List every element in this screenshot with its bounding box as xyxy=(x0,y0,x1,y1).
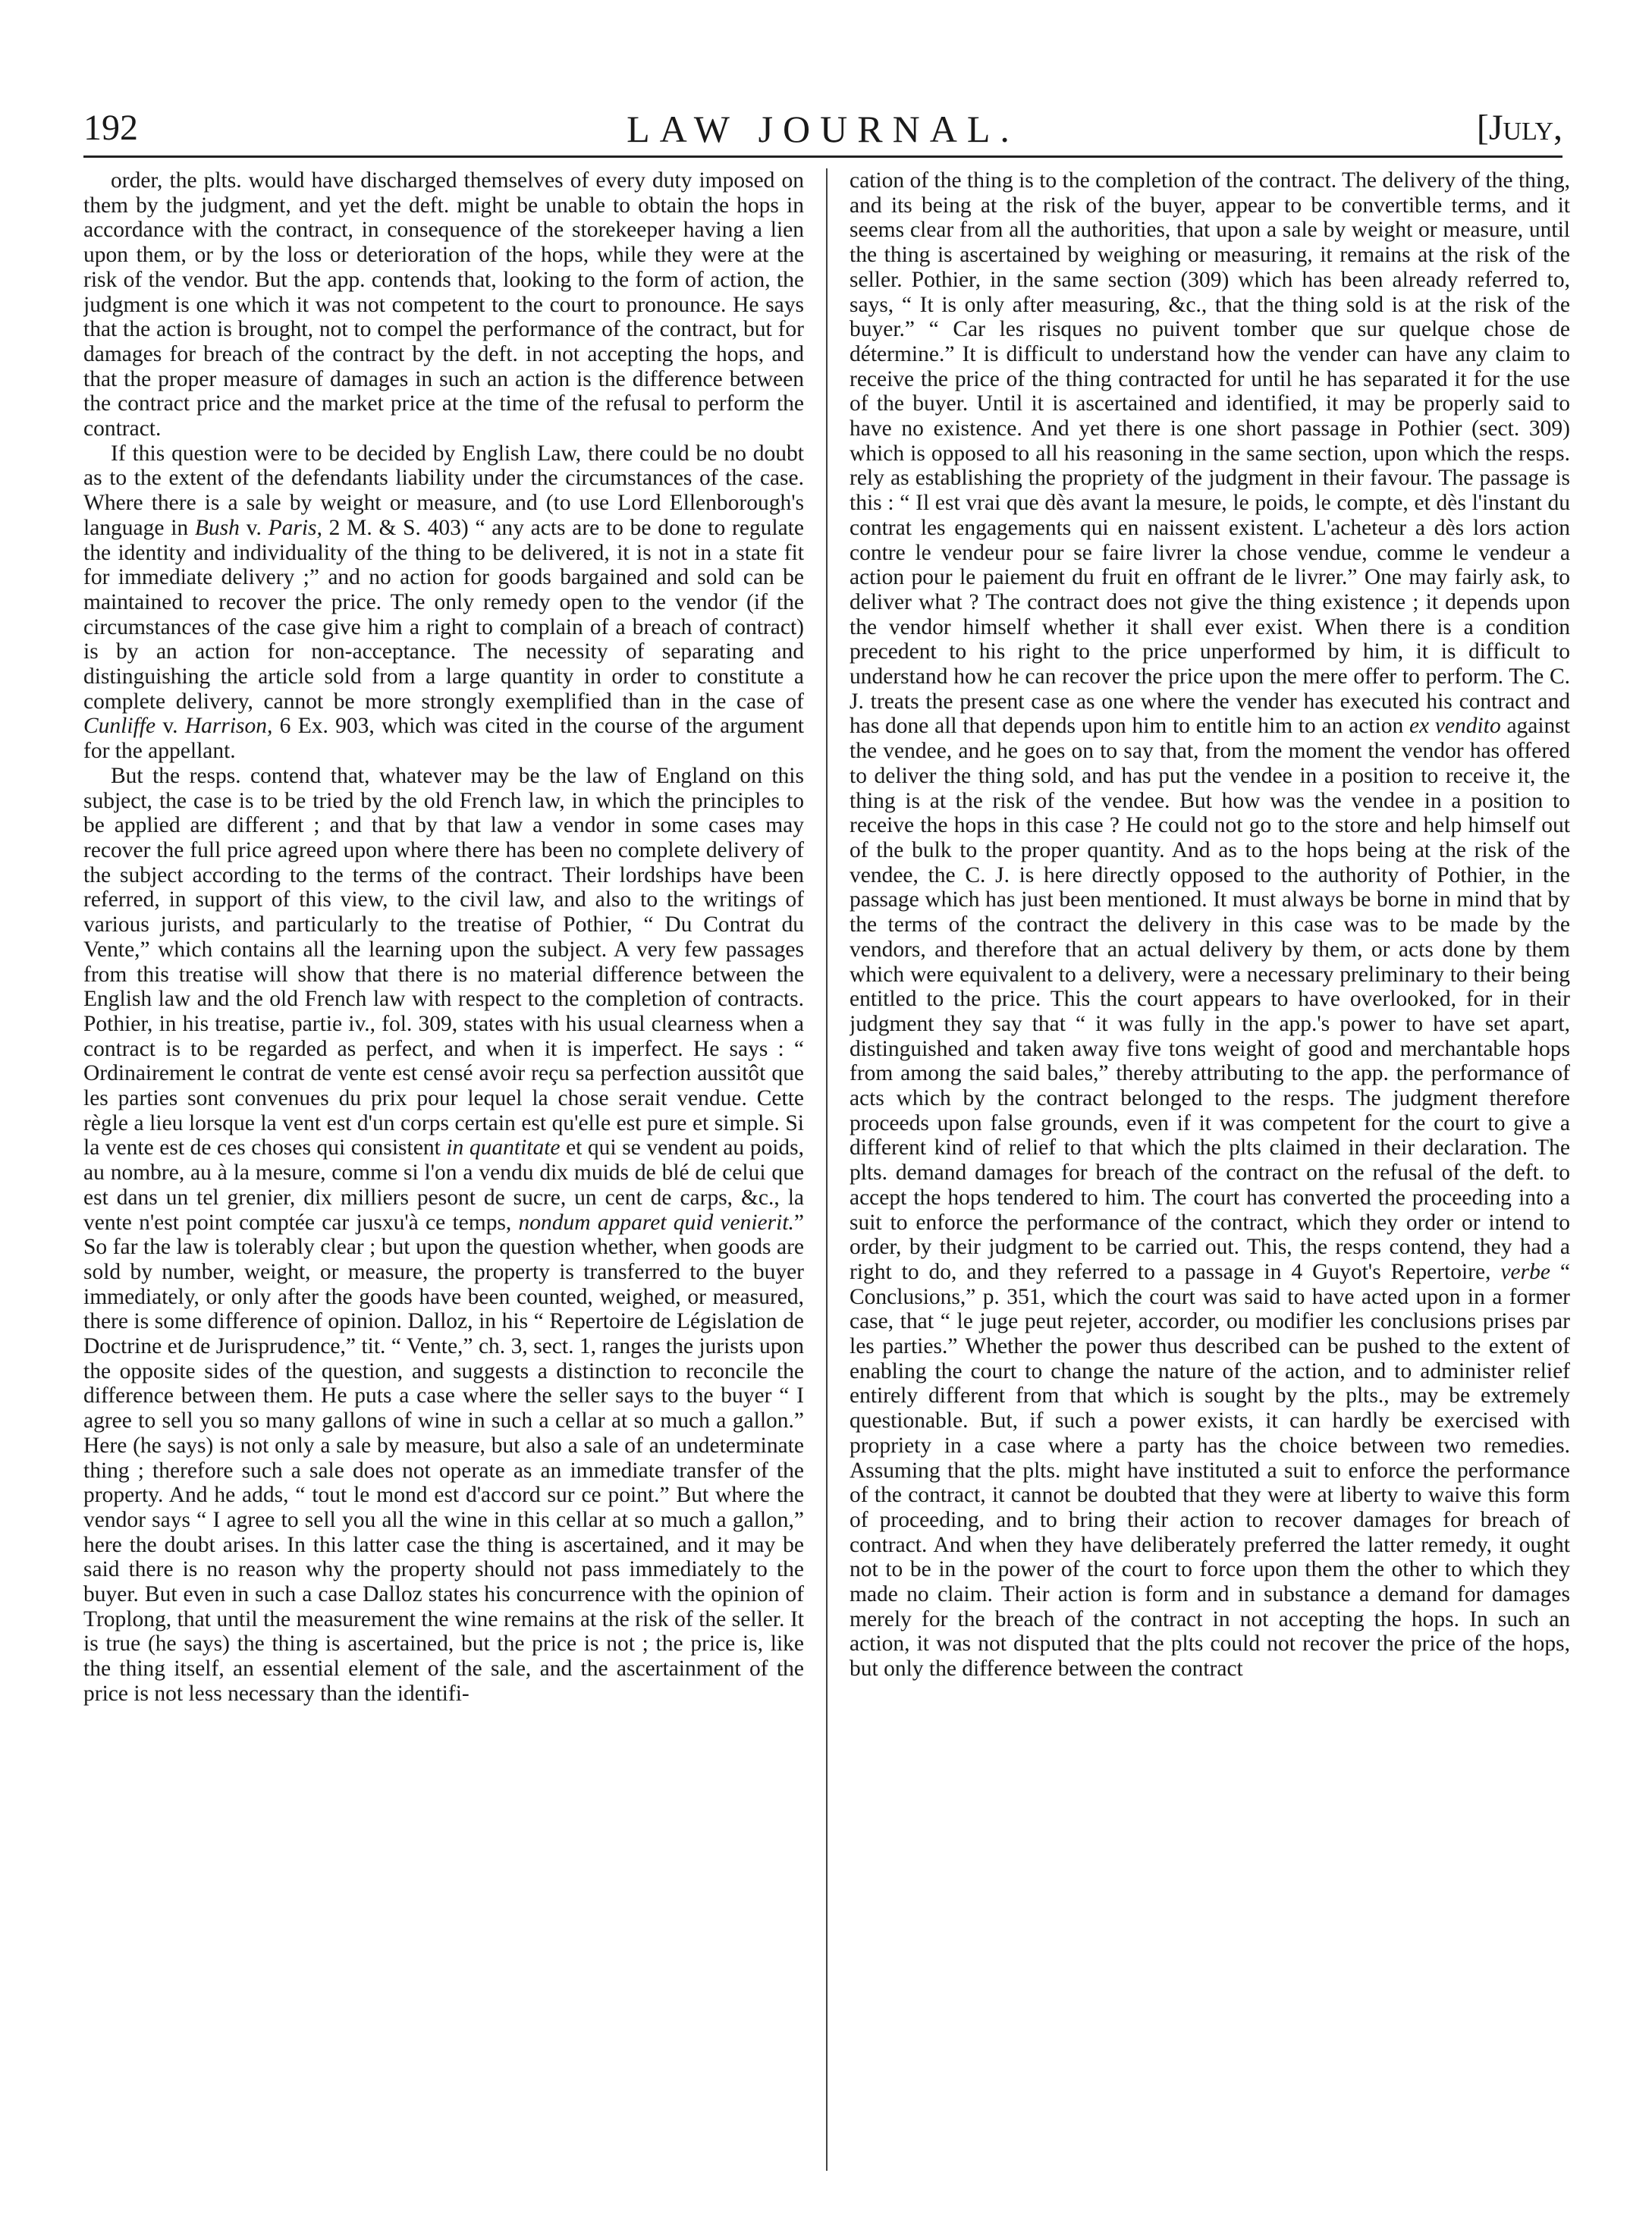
paragraph xyxy=(83,168,804,441)
column-divider xyxy=(826,168,828,2171)
text-run: cation of the thing is to the completion of the contract. The delivery of the thing, and its being at the risk of the buyer, appear to be convertible terms, and it seems clear from all the authorities, that upon a sale by weight or measure, until the thing is ascertained by weighing or measuring, it remains at the risk of the seller. Pothier, in the same section (309) which has been already referred to, says, “ It is only after measuring, &c., that the thing sold is at the risk of the buyer.” “ Car les risques no puivent tomber que sur quelque chose de détermine.” It is difficult to understand how the vender can have any claim to receive the price of the thing contracted for until he has separated it for the use of the buyer. Until it is ascertained and identified, it may be properly said to have no existence. And yet there is one short passage in Pothier (sect. 309) which is opposed to all his reasoning in the same section, upon which the resps. rely as establishing the propriety of the judgment in their favour. The passage is this : “ Il est vrai que dès avant la mesure, le poids, le compte, et dès l'instant du contrat les engagements qui en naissent existent. L'acheteur a dès lors action contre le vendeur pour se faire livrer la chose vendue, comme le vendeur a action pour le paiement du fruit en offrant de le livrer.” One may fairly ask, to deliver what ? The contract does not give the thing existence ; it depends upon the vendor himself whether it shall ever exist. When there is a condition precedent to his right to the price unperformed by him, it is difficult to understand how he can recover the price upon the mere offer to perform. The C. J. treats the present case as one where the vender has executed his contract and has done all that depends upon him to entitle him to an action xyxy=(850,168,1570,739)
italic-run: Cunliffe xyxy=(83,714,156,739)
italic-run: ex vendito xyxy=(1409,714,1501,739)
page-number: 192 xyxy=(83,108,138,148)
text-run: 2 M. & S. 403) “ any acts are to be done to regulate the identity and individuality of the thing to be delivered, it is not in a state fit for immediate delivery ;” and no action for goods bargained and sold can be maintained to recover the price. The only remedy open to the vendor (if the circumstances of the case give him a right to complain of a breach of contract) is by an action for non-acceptance. The necessity of separating and distinguishing the article sold from a large quantity in order to constitute a complete delivery, cannot be more strongly exemplified than in the case of xyxy=(83,515,804,714)
italic-run: Harrison, xyxy=(184,714,273,739)
paragraph xyxy=(83,441,804,764)
text-run: v. xyxy=(239,515,269,540)
right-column xyxy=(850,168,1570,2171)
text-run: ” So far the law is tolerably clear ; but upon the question whether, when goods are sold by number, weight, or measure, the property is transferred to the buyer immediately, or only after the goods have been counted, weighed, or measured, there is some difference of opinion. Dalloz, in his “ Repertoire de Législation de Doctrine et de Jurisprudence,” tit. “ Vente,” ch. 3, sect. 1, ranges the jurists upon the opposite sides of the question, and suggests a distinction to reconcile the difference between them. He puts a case where the seller says to the buyer “ I agree to sell you so many gallons of wine in such a cellar at so much a gallon.” Here (he says) is not only a sale by measure, but also a sale of an undeterminate thing ; therefore such a sale does not operate as an immediate transfer of the property. And he adds, “ tout le mond est d'accord sur ce point.” But where the vendor says “ I agree to sell you all the wine in this cellar at so much a gallon,” here the doubt arises. In this latter case the thing is ascertained, and it may be said there is no reason why the property should not pass immediately to the buyer. But even in such a case Dalloz states his concurrence with the opinion of Troplong, that until the measurement the wine remains at the risk of the seller. It is true (he says) the thing is ascertained, but the price is not ; the price is, like the thing itself, an essential element of the sale, and the ascertainment of the price is not less necessary than the identifi- xyxy=(83,1210,804,1706)
journal-title: LAW JOURNAL. xyxy=(627,108,1019,150)
page-header xyxy=(83,102,1562,158)
text-run: 6 Ex. 903, which was cited in the course of the argument for the appellant. xyxy=(83,714,804,764)
text-run: et qui se vendent au poids, au nombre, au à la mesure, comme si l'on a vendu dix muids de blé de celui que est dans un tel grenier, dix milliers pesont de sucre, un cent de carps, &c., la vente n'est point comptée car jusxu'à ce temps, xyxy=(83,1135,804,1235)
text-run: v. xyxy=(155,714,185,739)
text-run: But the resps. contend that, whatever may be the law of England on this subject, the case is to be tried by the old French law, in which the principles to be applied are different ; and that by that law a vendor in some cases may recover the full price agreed upon where there has been no complete delivery of the subject according to the terms of the contract. Their lordships have been referred, in support of this view, to the civil law, and also to the writings of various jurists, and particularly to the treatise of Pothier, “ Du Contrat du Vente,” which contains all the learning upon the subject. A very few passages from this treatise will show that there is no material difference between the English law and the old French law with respect to the completion of contracts. Pothier, in his treatise, partie iv., fol. 309, states with his usual clearness when a contract is to be regarded as perfect, and when it is imperfect. He says : “ Ordinairement le contrat de vente est censé avoir reçu sa perfection aussitôt que les parties sont convenues du prix pour lequel la chose serait vendue. Cette règle a lieu lorsque la vent est d'un corps certain est qu'elle est pure et simple. Si la vente est de ces choses qui consistent xyxy=(83,763,804,1160)
text-run: order, the plts. would have discharged themselves of every duty imposed on them by the judgment, and yet the deft. might be unable to obtain the hops in accordance with the contract, in consequence of the storekeeper having a lien upon them, or by the loss or deterioration of the hops, while they were at the risk of the vendor. But the app. contends that, looking to the form of action, the judgment is one which it was not competent to the court to pronounce. He says that the action is brought, not to compel the performance of the contract, but for damages for breach of the contract by the deft. in not accepting the hops, and that the proper measure of damages in such an action is the difference between the contract price and the market price at the time of the refusal to perform the contract. xyxy=(83,168,804,441)
italic-run: in quantitate xyxy=(446,1135,561,1160)
text-run: “ Conclusions,” p. 351, which the court was said to have acted upon in a former case, that “ le juge peut rejeter, accorder, ou modifier les conclusions prises par les parties.” Whether the power thus described can be pushed to the extent of enabling the court to change the nature of the action, and to administer relief entirely different from that which is sought by the plts., may be extremely questionable. But, if such a power exists, it can hardly be exercised with propriety in a case where a party has the choice between two remedies. Assuming that the plts. might have instituted a suit to enforce the performance of the contract, it cannot be doubted that they were at liberty to waive this form of proceeding, and to bring their action to recover damages for breach of contract. And when they have deliberately preferred the latter remedy, it ought not to be in the power of the court to force upon them the other to which they made no claim. Their action is form and in substance a demand for damages merely for the breach of the contract in not accepting the hops. In such an action, it was not disputed that the plts could not recover the price of the hops, but only the difference between the contract xyxy=(850,1259,1570,1682)
italic-run: Paris, xyxy=(268,515,322,540)
issue-month: [July, xyxy=(1476,108,1562,148)
paragraph xyxy=(850,168,1570,1682)
text-run: If this question were to be decided by English Law, there could be no doubt as to the extent of the defendants liability under the circumstances of the case. Where there is a sale by weight or measure, and (to use Lord Ellenborough's language in xyxy=(83,441,804,540)
paragraph xyxy=(83,764,804,1707)
italic-run: Bush xyxy=(194,515,240,540)
italic-run: nondum apparet quid venierit. xyxy=(518,1210,794,1235)
italic-run: verbe xyxy=(1500,1259,1550,1284)
text-run: against the vendee, and he goes on to say that, from the moment the vendor has offered to deliver the thing sold, and has put the vendee in a position to receive it, the thing is at the risk of the vendee. But how was the vendee in a position to receive the hops in this case ? He could not go to the store and help himself out of the bulk to the proper quantity. And as to the hops being at the risk of the vendee, the C. J. is here directly opposed to the authority of Pothier, in the passage which has just been mentioned. It must always be borne in mind that by the terms of the contract the delivery in this case was to be made by the vendors, and therefore that an actual delivery by them, or acts done by them which were equivalent to a delivery, were a necessary preliminary to their being entitled to the price. This the court appears to have overlooked, for in their judgment they say that “ it was fully in the app.'s power to have set apart, distinguished and taken away five tons weight of good and merchantable hops from among the said bales,” thereby attributing to the app. the performance of acts which by the contract belonged to the resps. The judgment therefore proceeds upon false grounds, even if it was competent for the court to give a different kind of relief to that which the plts claimed in their declaration. The plts. demand damages for breach of the contract on the refusal of the deft. to accept the hops tendered to him. The court has converted the proceeding into a suit to enforce the performance of the contract, which they order or intend to order, by their judgment to be carried out. This, the resps contend, they had a right to do, and they referred to a passage in 4 Guyot's Repertoire, xyxy=(850,714,1570,1284)
left-column xyxy=(83,168,804,2171)
